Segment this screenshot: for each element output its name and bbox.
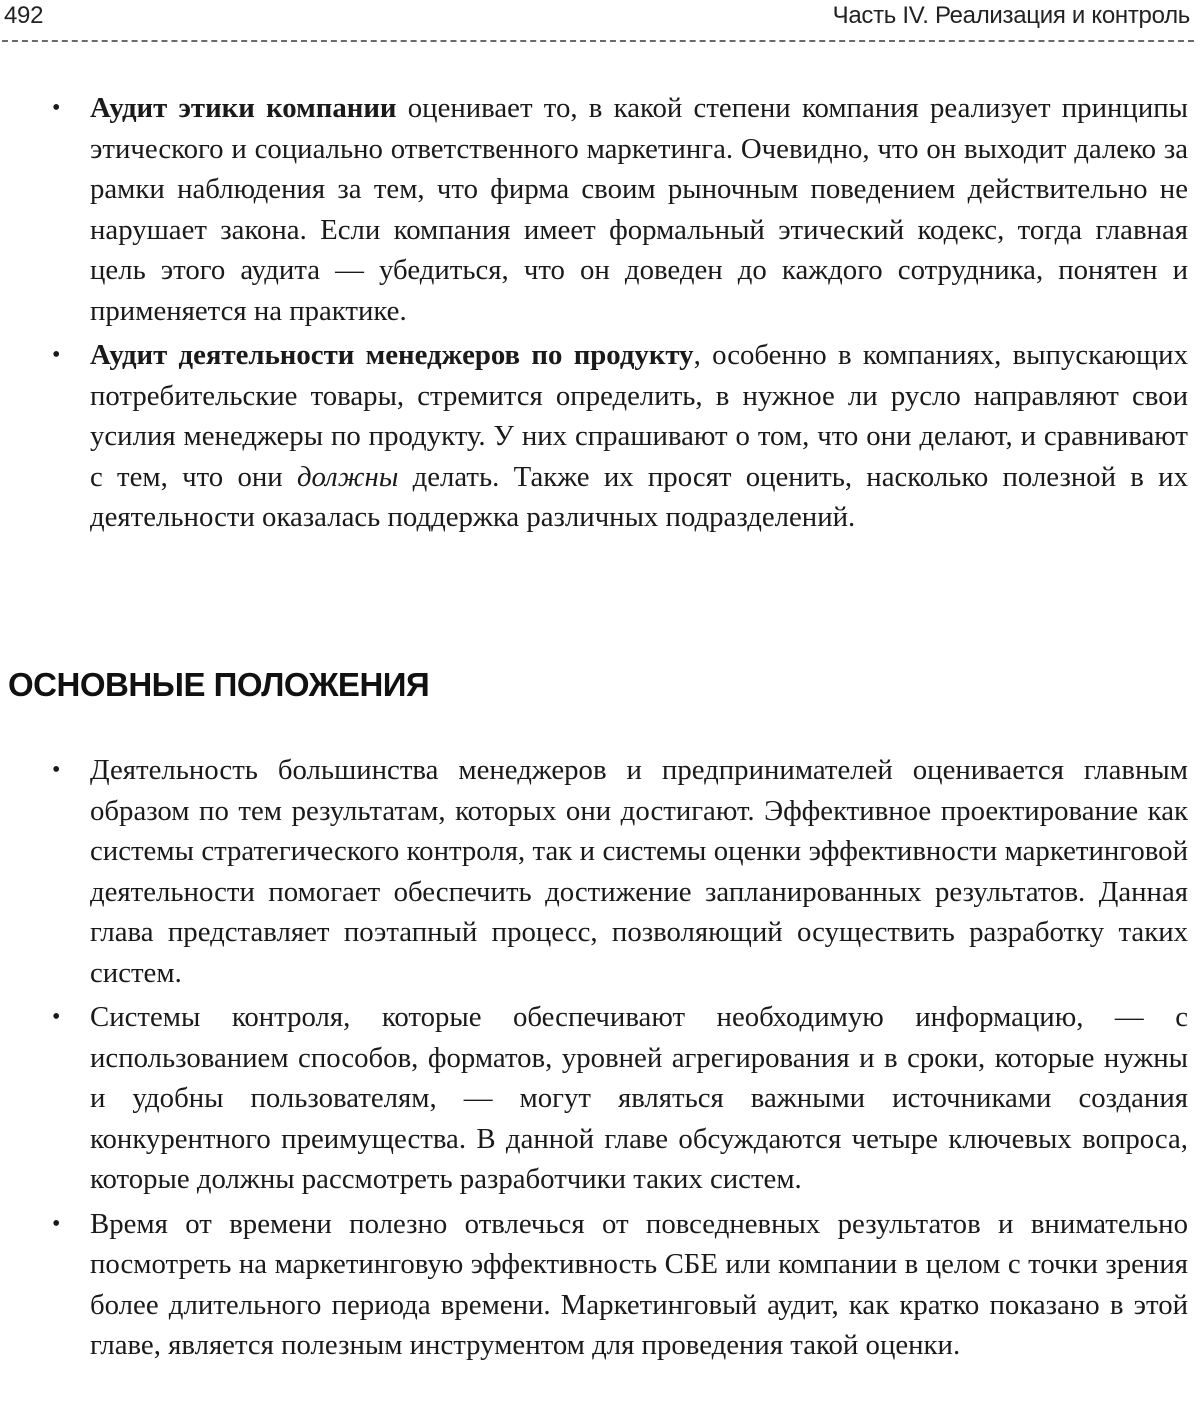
item-text: оценивает то, в какой степени компания реализует принципы этического и социально ответственного маркетинга. Очевидно, что он выходит далеко за рамки наблюдения за тем, что фирма своим рыночным поведением действительно не нарушает закона. Если компания имеет формальный этический кодекс, тогда главная цель этого аудита — убедиться, что он доведен до каждого сотрудника, понятен и применяется на практике. xyxy=(90,92,1188,327)
running-title: Часть IV. Реализация и контроль xyxy=(832,2,1190,29)
item-text-end: делать. Также их просят оценить, насколько полезной в их деятельности оказалась поддержка различных подразделений. xyxy=(90,460,1188,533)
bullet-icon: • xyxy=(52,757,61,783)
audit-types-list xyxy=(0,88,1200,538)
item-lead: Аудит деятельности менеджеров по продукту xyxy=(90,339,694,371)
item-text: Системы контроля, которые обеспечивают необходимую информацию, — с использованием способов, форматов, уровней агрегирования и в сроки, которые нужны и удобны пользователям, — могут являться важными источниками создания конкурентного преимущества. В данной главе обсуждаются четыре ключевых вопроса, которые должны рассмотреть разработчики таких систем. xyxy=(90,1001,1188,1195)
list-item-ethics-audit xyxy=(0,88,1200,331)
item-text: Деятельность большинства менеджеров и предпринимателей оценивается главным образом по тем результатам, которых они достигают. Эффективное проектирование как системы стратегического контроля, так и системы оценки эффективности маркетинговой деятельности помогает обеспечить достижение запланированных результатов. Данная глава представляет поэтапный процесс, позволяющий осуществить разработку таких систем. xyxy=(90,754,1188,989)
header-rule xyxy=(2,40,1194,42)
list-item-product-manager-audit xyxy=(0,335,1200,538)
list-item xyxy=(0,1204,1200,1366)
running-head xyxy=(4,2,1190,42)
bullet-icon: • xyxy=(52,342,61,368)
bullet-icon: • xyxy=(52,1210,61,1237)
list-item xyxy=(0,750,1200,993)
page-number: 492 xyxy=(4,2,44,29)
item-text: , особенно в компаниях, выпускающих потребительские товары, стремится определить, в нужное ли русло направляют свои усилия менеджеры по продукту. У них спрашивают о том, что они делают, и сравнивают с тем, что они xyxy=(90,339,1188,493)
list-item xyxy=(0,997,1200,1200)
section-heading: ОСНОВНЫЕ ПОЛОЖЕНИЯ xyxy=(8,666,430,703)
bullet-icon: • xyxy=(52,1004,61,1030)
item-emphasis: должны xyxy=(296,460,399,493)
item-text: Время от времени полезно отвлечься от повседневных результатов и внимательно посмотреть на маркетинговую эффективность СБЕ или компании в целом с точки зрения более длительного периода времени. Маркетинговый аудит, как кратко показано в этой главе, является полезным инструментом для проведения такой оценки. xyxy=(90,1207,1188,1361)
item-lead: Аудит этики компании xyxy=(90,92,397,124)
bullet-icon: • xyxy=(52,95,61,121)
key-points-list xyxy=(0,750,1200,1366)
